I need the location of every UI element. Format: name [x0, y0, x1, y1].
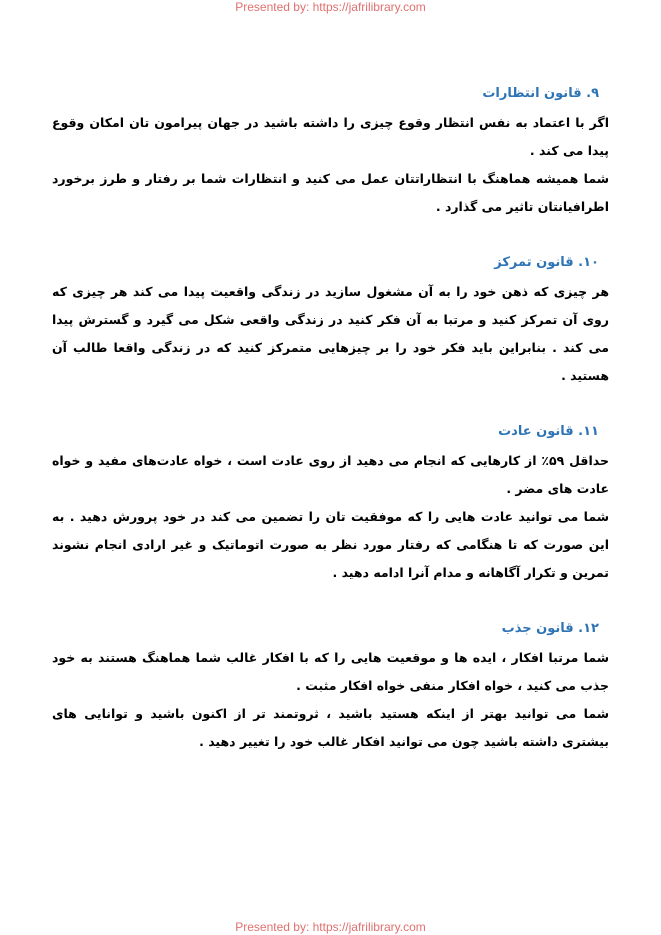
section-law-of-habit — [52, 420, 609, 587]
section-paragraph: شما مرتبا افکار ، ایده ها و موقعیت هایی را که با افکار غالب شما هماهنگ هستند به خود جذب می کنید ، خواه افکار منفی خواه افکار مثبت . — [52, 650, 609, 693]
section-paragraph: شما می توانید عادت هایی را که موفقیت تان را تضمین می کند در خود پرورش دهید . به این صورت که تا هنگامی که رفتار مورد نظر به صورت اتوماتیک و غیر ارادی انجام نشوند تمرین و تکرار آگاهانه و مدام آنرا ادامه دهید . — [52, 509, 609, 580]
section-law-of-expectations — [52, 82, 609, 221]
section-heading: ۹. قانون انتظارات — [482, 86, 599, 101]
bottom-watermark: Presented by: https://jafrilibrary.com — [235, 920, 426, 934]
section-paragraph: شما می توانید بهتر از اینکه هستید باشید ، ثروتمند تر از اکنون باشید و توانایی های بیشتری داشته باشید چون می توانید افکار غالب خود را تغییر دهید . — [52, 706, 609, 749]
section-paragraph: حداقل ۵۹٪ از کارهایی که انجام می دهید از روی عادت است ، خواه عادت‌های مفید و خواه عادت های مضر . — [52, 453, 609, 496]
section-paragraph: اگر با اعتماد به نفس انتظار وقوع چیزی را داشته باشید در جهان پیرامون تان امکان وقوع پیدا می کند . — [52, 115, 609, 158]
section-heading: ۱۲. قانون جذب — [501, 621, 599, 636]
document-page — [52, 82, 609, 756]
section-heading: ۱۰. قانون تمرکز — [494, 255, 599, 270]
section-law-of-focus — [52, 251, 609, 390]
section-paragraph: هر چیزی که ذهن خود را به آن مشغول سازید در زندگی واقعیت پیدا می کند هر چیزی که روی آن تمرکز کنید و مرتبا به آن فکر کنید در زندگی واقعی شکل می گیرد و گسترش پیدا می کند . بنابراین باید فکر خود را بر چیزهایی متمرکز کنید که در زندگی واقعا طالب آن هستید . — [52, 284, 609, 383]
section-paragraph: شما همیشه هماهنگ با انتظاراتتان عمل می کنید و انتظارات شما بر رفتار و طرز برخورد اطرافیانتان تاثیر می گذارد . — [52, 171, 609, 214]
section-heading: ۱۱. قانون عادت — [498, 424, 599, 439]
top-watermark: Presented by: https://jafrilibrary.com — [235, 0, 426, 14]
section-law-of-attraction — [52, 617, 609, 756]
